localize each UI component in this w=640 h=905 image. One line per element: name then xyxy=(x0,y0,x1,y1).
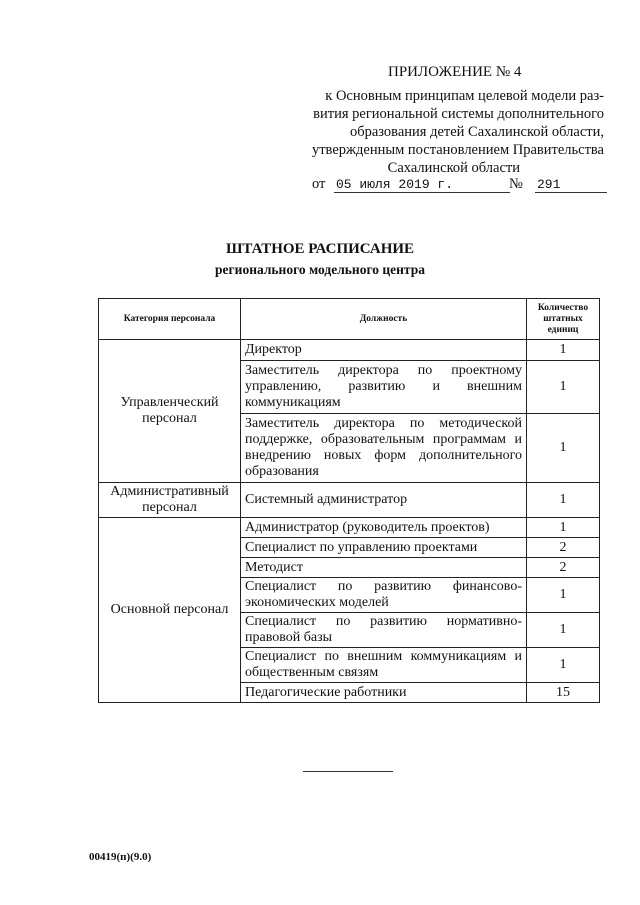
category-cell: Административный персонал xyxy=(99,483,241,518)
count-cell: 2 xyxy=(527,538,600,558)
position-cell: Заместитель директора по методической поддержке, образовательным программам и внедрению новых форм дополнительного образования xyxy=(241,414,527,483)
position-cell: Администратор (руководитель проектов) xyxy=(241,518,527,538)
approval-line: утвержденным постановлением Правительства xyxy=(311,142,604,158)
category-cell: Управленческий персонал xyxy=(99,340,241,483)
order-date: 05 июля 2019 г. xyxy=(334,177,510,193)
position-cell: Специалист по внешним коммуникациям и общественным связям xyxy=(241,648,527,683)
count-cell: 1 xyxy=(527,361,600,414)
approval-note xyxy=(300,87,604,177)
position-cell: Системный администратор xyxy=(241,483,527,518)
table-row xyxy=(99,483,600,518)
header-category: Категория персонала xyxy=(99,299,241,340)
document-title: ШТАТНОЕ РАСПИСАНИЕ xyxy=(225,241,415,257)
order-date-prefix: от xyxy=(312,176,326,192)
count-cell: 1 xyxy=(527,483,600,518)
separator-line xyxy=(303,771,393,772)
staff-table xyxy=(98,298,600,703)
position-cell: Педагогические работники xyxy=(241,683,527,703)
order-reference xyxy=(312,176,607,196)
position-cell: Специалист по управлению проектами xyxy=(241,538,527,558)
count-cell: 1 xyxy=(527,648,600,683)
count-cell: 2 xyxy=(527,558,600,578)
appendix-title: ПРИЛОЖЕНИЕ № 4 xyxy=(388,64,522,80)
document-subtitle: регионального модельного центра xyxy=(215,262,425,277)
position-cell: Специалист по развитию нормативно-правовой базы xyxy=(241,613,527,648)
category-cell: Основной персонал xyxy=(99,518,241,703)
approval-line: образования детей Сахалинской области, xyxy=(349,124,604,140)
approval-line: вития региональной системы дополнительного xyxy=(313,106,604,122)
position-cell: Заместитель директора по проектному управлению, развитию и внешним коммуникациям xyxy=(241,361,527,414)
table-header-row xyxy=(99,299,600,340)
order-number: 291 xyxy=(535,177,607,193)
count-cell: 1 xyxy=(527,340,600,361)
count-cell: 1 xyxy=(527,414,600,483)
approval-line: к Основным принципам целевой модели раз- xyxy=(325,88,604,104)
order-number-prefix: № xyxy=(509,176,523,192)
position-cell: Директор xyxy=(241,340,527,361)
header-position: Должность xyxy=(241,299,527,340)
count-cell: 1 xyxy=(527,613,600,648)
position-cell: Специалист по развитию финансово-экономических моделей xyxy=(241,578,527,613)
header-count: Количество штатных единиц xyxy=(527,299,600,340)
table-row xyxy=(99,340,600,361)
approval-line: Сахалинской области xyxy=(387,160,520,176)
count-cell: 1 xyxy=(527,518,600,538)
count-cell: 15 xyxy=(527,683,600,703)
count-cell: 1 xyxy=(527,578,600,613)
table-row xyxy=(99,518,600,538)
document-code: 00419(п)(9.0) xyxy=(89,851,152,863)
position-cell: Методист xyxy=(241,558,527,578)
